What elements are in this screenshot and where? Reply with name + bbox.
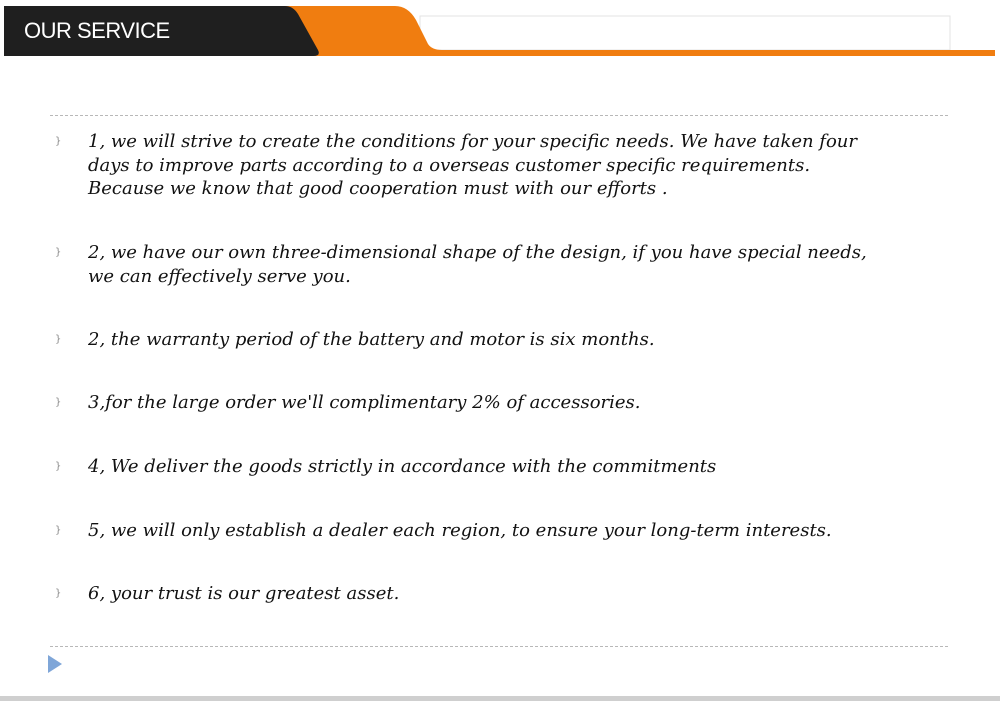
list-item-text: 6, your trust is our greatest asset.: [88, 583, 400, 604]
bullet-icon: }: [55, 397, 62, 408]
bottom-divider: [50, 646, 948, 647]
list-item-text: 2, we have our own three-dimensional shape of the design, if you have special needs, we can effectively serve you.: [88, 242, 867, 287]
bullet-icon: }: [55, 136, 62, 147]
list-item-text: 3,for the large order we'll complimentary 2% of accessories.: [88, 392, 641, 413]
header-banner: [0, 0, 1000, 60]
list-item-text: 4, We deliver the goods strictly in accordance with the commitments: [88, 456, 717, 477]
bottom-bar: [0, 696, 1000, 701]
page-title: OUR SERVICE: [24, 18, 170, 43]
list-item-text: 5, we will only establish a dealer each region, to ensure your long-term interests.: [88, 520, 832, 541]
bullet-icon: }: [55, 334, 62, 345]
list-item-text: 2, the warranty period of the battery and motor is six months.: [88, 329, 655, 350]
top-divider: [50, 115, 948, 116]
bullet-icon: }: [55, 525, 62, 536]
list-item-text: 1, we will strive to create the conditions for your specific needs. We have taken four days to improve parts according to a overseas customer specific requirements. Because we know that good cooperation must with our efforts .: [88, 131, 858, 199]
bullet-icon: }: [55, 247, 62, 258]
bullet-icon: }: [55, 461, 62, 472]
play-arrow-icon[interactable]: [48, 655, 62, 673]
bullet-icon: }: [55, 588, 62, 599]
